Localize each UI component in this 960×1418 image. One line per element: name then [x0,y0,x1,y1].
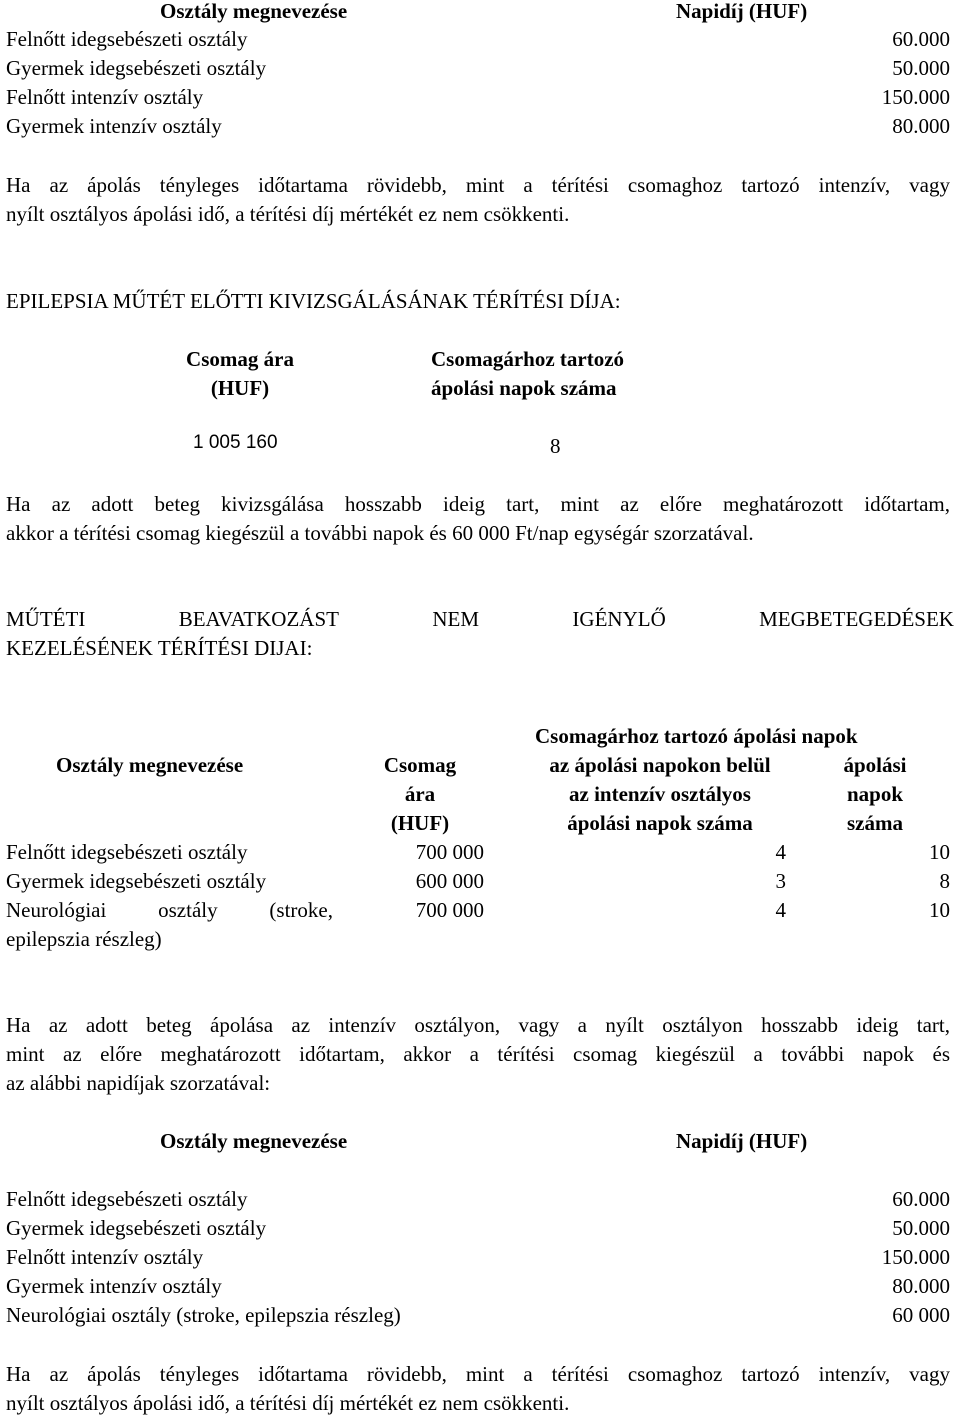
price-header [160,345,320,403]
title-word: MEGBETEGEDÉSEK [759,607,954,631]
department-name: Gyermek intenzív osztály [6,1274,222,1298]
daily-fee: 60.000 [892,1187,950,1211]
name-header: Osztály megnevezése [56,753,244,777]
note-paragraph [6,490,950,548]
package-price: 600 000 [415,869,484,893]
department-name: Gyermek intenzív osztály [6,114,222,138]
title-word: NEM [432,607,480,631]
daily-fee: 60 000 [892,1303,950,1327]
department-name: Gyermek idegsebészeti osztály [6,869,267,893]
price-header [370,751,470,838]
note-paragraph [6,171,950,229]
package-price: 700 000 [415,898,484,922]
daily-fee: 150.000 [881,1245,950,1269]
days-header [431,345,624,403]
department-name-line: epilepszia részleg) [6,927,162,951]
note-line: Ha az ápolás tényleges időtartama rövidebb, mint a térítési csomaghoz tartozó intenzív, vagy [6,1362,950,1386]
bottom-table-header-name: Osztály megnevezése [160,1129,348,1153]
table-row [6,1272,950,1301]
department-name-word: (stroke, [269,898,333,922]
section-title-line: KEZELÉSÉNEK TÉRÍTÉSI DIJAI: [6,636,313,660]
price-header-line: ára [404,782,436,806]
icu-days: 3 [775,869,786,893]
total-days: 10 [929,840,950,864]
table-row [6,1214,950,1243]
price-header-line: Csomag [383,753,457,777]
note-line: Ha az ápolás tényleges időtartama rövidebb, mint a térítési csomaghoz tartozó intenzív, vagy [6,173,950,197]
note-line: akkor a térítési csomag kiegészül a további napok és 60 000 Ft/nap egységár szorzatával. [6,521,754,545]
daily-fee: 80.000 [892,114,950,138]
icu-days: 4 [775,898,786,922]
note-paragraph [6,1360,950,1418]
department-name: Gyermek idegsebészeti osztály [6,1216,267,1240]
department-name: Felnőtt idegsebészeti osztály [6,27,248,51]
department-name: Felnőtt intenzív osztály [6,85,204,109]
daily-fee: 80.000 [892,1274,950,1298]
daily-fee: 60.000 [892,27,950,51]
table-row [6,54,950,83]
note-line: mint az előre meghatározott időtartam, akkor a térítési csomag kiegészül a további napok és [6,1042,950,1066]
daily-fee: 50.000 [892,1216,950,1240]
daily-fee: 50.000 [892,56,950,80]
group-header: Csomagárhoz tartozó ápolási napok [535,724,858,748]
package-price: 1 005 160 [193,432,278,453]
icu-days-header-line: az ápolási napokon belül [549,753,771,777]
department-name [6,896,333,925]
department-name: Felnőtt idegsebészeti osztály [6,840,248,864]
note-paragraph [6,1011,950,1098]
top-table-header-name: Osztály megnevezése [160,0,348,23]
total-days-header-line: ápolási [843,753,907,777]
total-days-header-line: napok [846,782,904,806]
price-header-line: Csomag ára [186,347,294,371]
table-row [6,83,950,112]
department-name: Neurológiai osztály (stroke, epilepszia részleg) [6,1303,401,1327]
price-header-line: (HUF) [390,811,450,835]
section-title [6,605,954,634]
department-name-word: osztály [158,898,218,922]
title-word: BEAVATKOZÁST [178,607,339,631]
icu-days-header-line: az intenzív osztályos [569,782,751,806]
total-days-header-line: száma [847,811,903,835]
daily-fee: 150.000 [881,85,950,109]
section-title: EPILEPSIA MŰTÉT ELŐTTI KIVIZSGÁLÁSÁNAK TÉRÍTÉSI DÍJA: [6,289,621,313]
package-days: 8 [550,434,561,458]
top-table-header-fee: Napidíj (HUF) [676,0,808,23]
price-header-line: (HUF) [210,376,270,400]
days-header-line: Csomagárhoz tartozó [431,347,625,371]
department-name-word: Neurológiai [6,898,107,922]
note-line: nyílt osztályos ápolási idő, a térítési díj mértékét ez nem csökkenti. [6,1391,570,1415]
note-line: nyílt osztályos ápolási idő, a térítési díj mértékét ez nem csökkenti. [6,202,570,226]
total-days: 8 [939,869,950,893]
table-row [6,1243,950,1272]
total-days-header [810,751,940,838]
table-row [6,1185,950,1214]
package-price: 700 000 [415,840,484,864]
note-line: Ha az adott beteg kivizsgálása hosszabb ideig tart, mint az előre meghatározott időtartam, [6,492,950,516]
department-name: Felnőtt intenzív osztály [6,1245,204,1269]
table-row [6,25,950,54]
days-header-line: ápolási napok száma [431,376,617,400]
table-row [6,1301,950,1330]
bottom-table-header-fee: Napidíj (HUF) [676,1129,808,1153]
icu-days: 4 [775,840,786,864]
title-word: IGÉNYLŐ [572,607,666,631]
department-name: Felnőtt idegsebészeti osztály [6,1187,248,1211]
department-name: Gyermek idegsebészeti osztály [6,56,267,80]
icu-days-header-line: ápolási napok száma [567,811,753,835]
table-row [6,112,950,141]
note-line: az alábbi napidíjak szorzatával: [6,1071,271,1095]
note-line: Ha az adott beteg ápolása az intenzív osztályon, vagy a nyílt osztályon hosszabb ideig tart, [6,1013,950,1037]
title-word: MŰTÉTI [6,607,86,631]
total-days: 10 [929,898,950,922]
icu-days-header [510,751,810,838]
